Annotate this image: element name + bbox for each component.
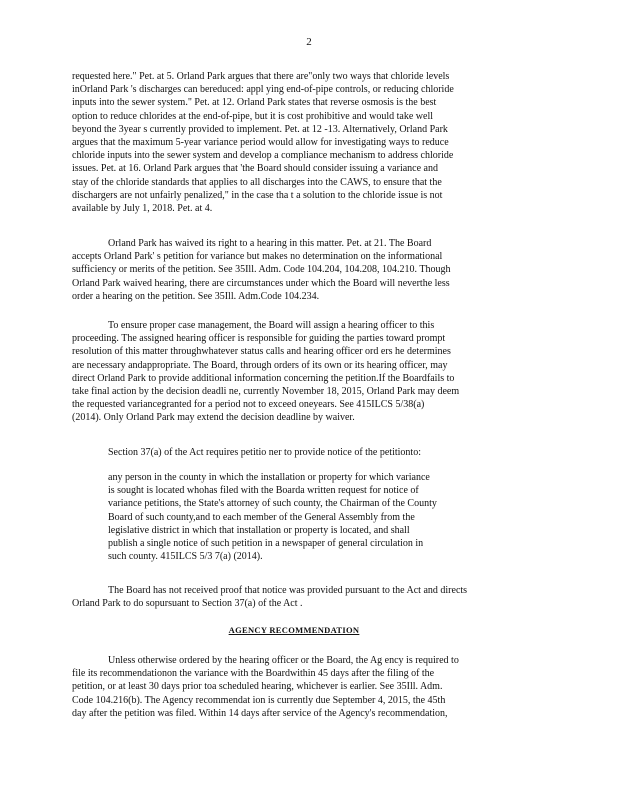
text-line: any person in the county in which the installation or property for which variance <box>108 472 430 483</box>
text-line: inputs into the sewer system." Pet. at 12. Orland Park states that reverse osmosis is the best <box>72 97 437 109</box>
text-line: the requested variancegranted for a period not to exceed oneyears. See 415ILCS 5/38(a) <box>72 399 425 411</box>
text-line: variance petitions, the State's attorney of such county, the Chairman of the County <box>108 498 437 510</box>
paragraph-notice-not-received <box>72 584 542 610</box>
page-number: 2 <box>306 36 312 48</box>
text-line: legislative district in which that installation or property is located, and shall <box>108 524 410 536</box>
text-line: issues. Pet. at 16. Orland Park argues that 'the Board should consider issuing a variance and <box>72 163 438 175</box>
text-line: Orland Park has waived its right to a hearing in this matter. Pet. at 21. The Board <box>108 238 432 249</box>
text-line: such county. 415ILCS 5/3 7(a) (2014). <box>108 551 263 563</box>
text-line: accepts Orland Park' s petition for variance but makes no determination on the informational <box>72 251 443 263</box>
block-quote-notice-requirement <box>108 471 506 563</box>
text-line: day after the petition was filed. Within 14 days after service of the Agency's recommendation, <box>72 707 448 719</box>
text-line: The Board has not received proof that notice was provided pursuant to the Act and directs <box>108 585 468 596</box>
paragraph-section-37a <box>108 446 538 459</box>
text-line: Unless otherwise ordered by the hearing officer or the Board, the Ag ency is required to <box>108 655 459 666</box>
text-line: argues that the maximum 5-year variance period would allow for investigating ways to reduce <box>72 137 449 149</box>
text-line: is sought is located whohas filed with the Boarda written request for notice of <box>108 485 419 497</box>
text-line: Section 37(a) of the Act requires petitio ner to provide notice of the petitionto: <box>108 447 421 458</box>
paragraph-hearing-waiver <box>72 237 542 303</box>
paragraph-petition-arguments <box>72 70 542 215</box>
text-line: requested here." Pet. at 5. Orland Park argues that there are"only two ways that chloride levels <box>72 71 450 82</box>
text-line: stay of the chloride standards that applies to all discharges into the CAWS, to ensure that the <box>72 176 442 188</box>
text-line: take final action by the decision deadli ne, currently November 18, 2015, Orland Park may deem <box>72 386 460 398</box>
text-line: beyond the 3year s currently provided to implement. Pet. at 12 -13. Alternatively, Orland Park <box>72 123 448 135</box>
text-line: direct Orland Park to provide additional information concerning the petition.If the Boardfails to <box>72 372 455 384</box>
text-line: resolution of this matter throughwhatever status calls and hearing officer ord ers he determines <box>72 346 451 358</box>
text-line: option to reduce chlorides at the end-of-pipe, but it is cost prohibitive and would take well <box>72 110 434 122</box>
text-line: chloride inputs into the sewer system and develop a compliance mechanism to address chloride <box>72 150 454 162</box>
paragraph-agency-recommendation <box>72 654 542 720</box>
text-line: petition, or at least 30 days prior toa scheduled hearing, whichever is earlier. See 35Ill. Adm. <box>72 681 443 693</box>
text-line: To ensure proper case management, the Board will assign a hearing officer to this <box>108 320 435 331</box>
text-line: are necessary andappropriate. The Board, through orders of its own or its hearing officer, may <box>72 359 448 371</box>
text-line: Board of such county,and to each member of the General Assembly from the <box>108 511 415 523</box>
text-line: dischargers are not unfairly penalized," in the case tha t a solution to the chloride issue is not <box>72 189 443 201</box>
text-line: Orland Park waived hearing, there are circumstances under which the Board will neverthe less <box>72 277 450 289</box>
text-line: sufficiency or merits of the petition. See 35Ill. Adm. Code 104.204, 104.208, 104.210. Though <box>72 264 451 276</box>
text-line: order a hearing on the petition. See 35Ill. Adm.Code 104.234. <box>72 290 320 302</box>
text-line: file its recommendationon the variance with the Boardwithin 45 days after the filing of the <box>72 668 435 680</box>
section-heading-text: AGENCY RECOMMENDATION <box>228 625 360 635</box>
text-line: publish a single notice of such petition in a newspaper of general circulation in <box>108 538 424 550</box>
text-line: (2014). Only Orland Park may extend the decision deadline by waiver. <box>72 412 355 424</box>
section-heading-agency-recommendation <box>0 624 618 637</box>
text-line: available by July 1, 2018. Pet. at 4. <box>72 203 213 215</box>
text-line: inOrland Park 's discharges can bereduced: appl ying end-of-pipe controls, or reducing chloride <box>72 84 454 96</box>
text-line: Code 104.216(b). The Agency recommendat ion is currently due September 4, 2015, the 45th <box>72 694 446 706</box>
paragraph-case-management <box>72 319 542 425</box>
text-line: Orland Park to do sopursuant to Section 37(a) of the Act . <box>72 598 303 610</box>
text-line: proceeding. The assigned hearing officer is responsible for guiding the parties toward prompt <box>72 333 446 345</box>
